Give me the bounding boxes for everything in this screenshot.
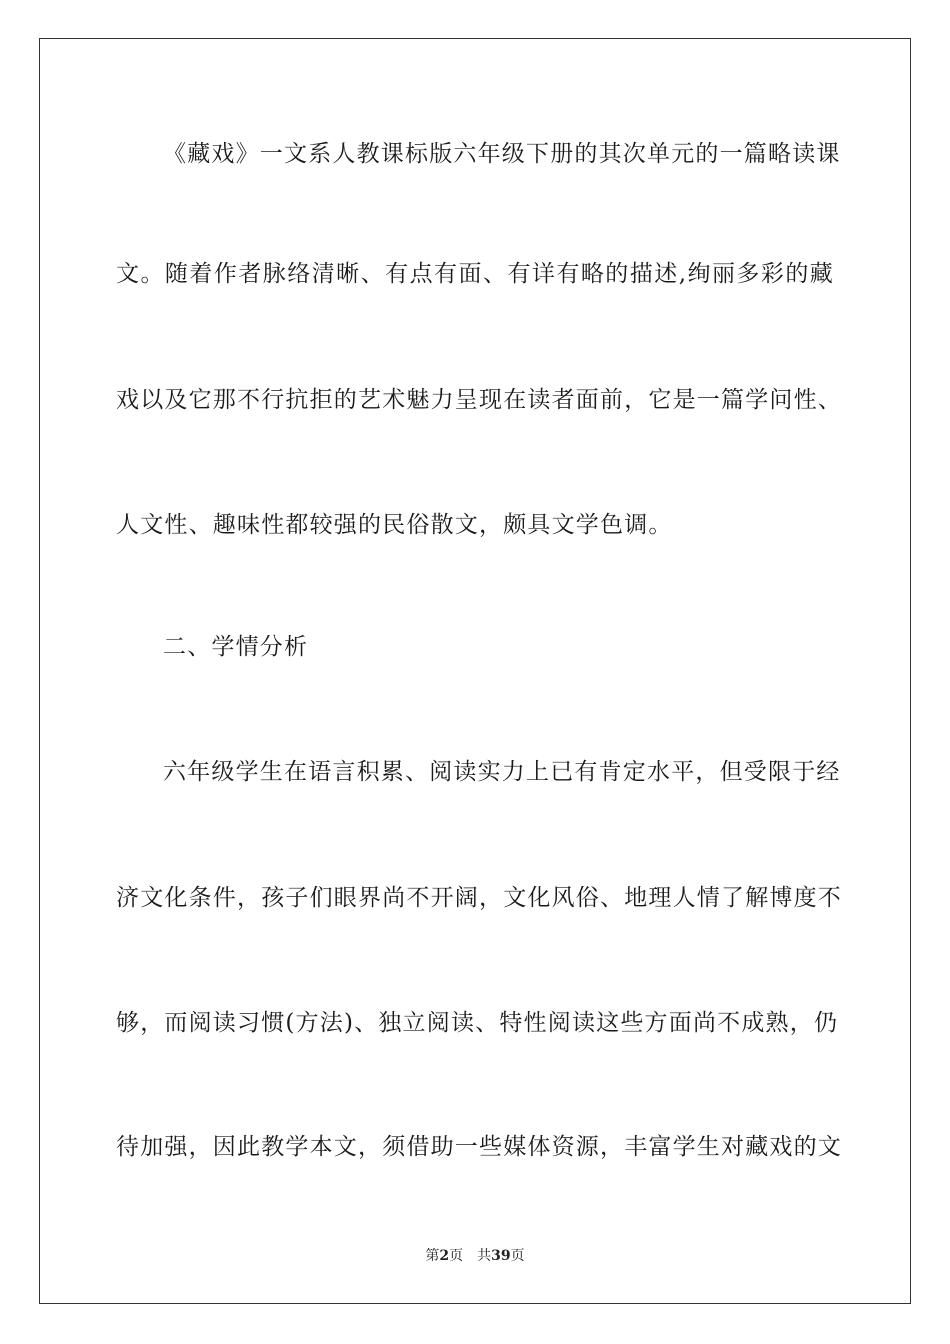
page-frame [39,38,911,1304]
total-suffix: 页 [510,1248,525,1264]
paragraph-line-4: 人文性、趣味性都较强的民俗散文，颇具文学色调。 [116,512,673,538]
paragraph-line-5: 六年级学生在语言积累、阅读实力上已有肯定水平，但受限于经 [163,759,841,785]
total-pages: 39 [491,1248,511,1264]
page-prefix: 第 [425,1248,440,1264]
page-footer [0,1247,950,1265]
paragraph-line-6: 济文化条件，孩子们眼界尚不开阔，文化风俗、地理人情了解博度不 [116,885,842,911]
paragraph-line-2: 文。随着作者脉络清晰、有点有面、有详有略的描述,绚丽多彩的藏 [116,261,834,287]
section-heading: 二、学情分析 [163,634,309,660]
total-prefix: 共 [477,1248,492,1264]
page-number: 2 [439,1248,450,1264]
paragraph-line-8: 待加强，因此教学本文，须借助一些媒体资源，丰富学生对藏戏的文 [116,1134,842,1160]
page-suffix: 页 [449,1248,464,1264]
paragraph-line-1: 《藏戏》一文系人教课标版六年级下册的其次单元的一篇略读课 [163,141,841,167]
paragraph-line-3: 戏以及它那不行抗拒的艺术魅力呈现在读者面前，它是一篇学问性、 [116,387,842,413]
paragraph-line-7: 够，而阅读习惯(方法)、独立阅读、特性阅读这些方面尚不成熟，仍 [116,1010,839,1036]
